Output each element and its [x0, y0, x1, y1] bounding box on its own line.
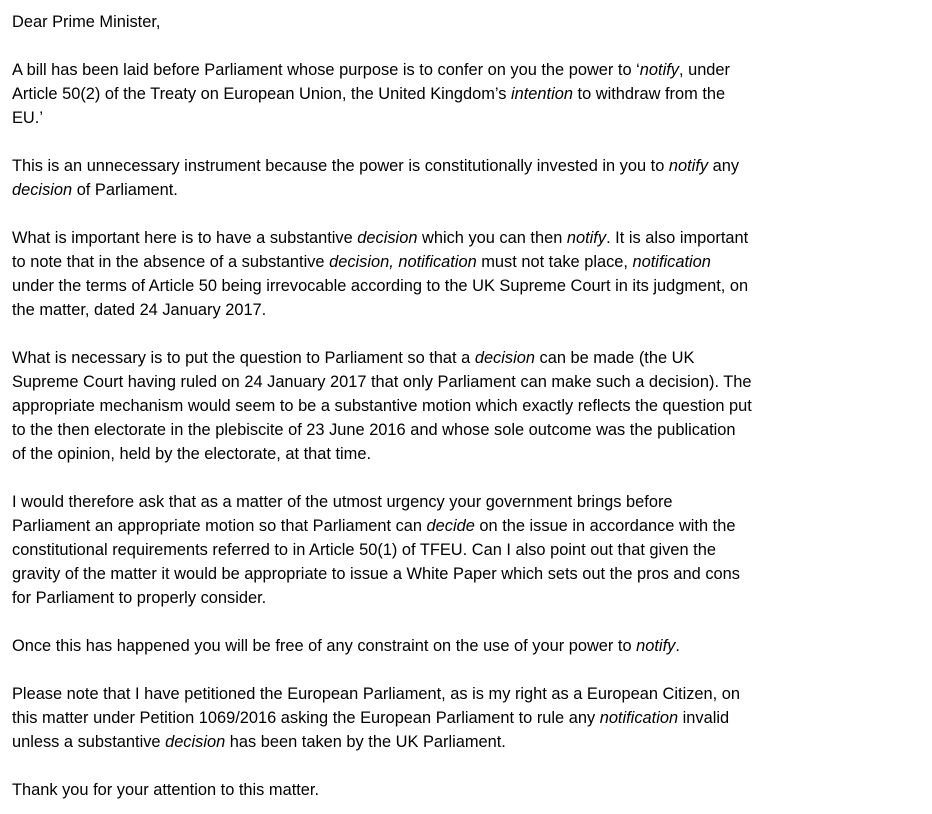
text-run: must not take place, — [476, 253, 633, 271]
text-run: This is an unnecessary instrument because the power is constitutionally invested in you to — [12, 157, 669, 175]
text-run: What is important here is to have a substantive — [12, 229, 358, 247]
text-line — [12, 778, 920, 802]
italic-text-run: notify — [636, 637, 676, 655]
text-run: appropriate mechanism would seem to be a substantive motion which exactly reflects the question put — [12, 397, 752, 415]
text-run: which you can then — [417, 229, 567, 247]
text-line — [12, 586, 920, 610]
italic-text-run: decision — [165, 733, 226, 751]
text-run: for Parliament to properly consider. — [12, 589, 267, 607]
text-run: can be made (the UK — [534, 349, 695, 367]
text-run: unless a substantive — [12, 733, 166, 751]
italic-text-run: notify — [566, 229, 607, 247]
text-line — [12, 154, 920, 178]
text-line — [12, 418, 920, 442]
text-line — [12, 274, 920, 298]
text-run: gravity of the matter it would be appropriate to issue a White Paper which sets out the pros and cons — [12, 565, 740, 583]
text-run: of Parliament. — [72, 181, 178, 199]
text-line — [12, 730, 920, 754]
text-line — [12, 370, 920, 394]
text-line — [12, 106, 920, 130]
italic-text-run: decision — [12, 181, 73, 199]
italic-text-run: notify — [668, 157, 709, 175]
text-run: on the issue in accordance with the — [474, 517, 736, 535]
text-line — [12, 562, 920, 586]
text-run: . — [675, 637, 680, 655]
italic-text-run: notification — [599, 709, 679, 727]
letter-paragraph — [12, 634, 920, 658]
text-line — [12, 634, 920, 658]
letter-paragraph — [12, 778, 920, 802]
text-run: I would therefore ask that as a matter of the utmost urgency your government brings before — [12, 493, 673, 511]
text-run: Supreme Court having ruled on 24 January 2017 that only Parliament can make such a decision). The — [12, 373, 752, 391]
text-line — [12, 82, 920, 106]
text-line — [12, 514, 920, 538]
text-run: has been taken by the UK Parliament. — [225, 733, 506, 751]
text-run: of the opinion, held by the electorate, at that time. — [12, 445, 372, 463]
text-run: to withdraw from the — [572, 85, 726, 103]
letter-paragraph — [12, 226, 920, 322]
text-line — [12, 706, 920, 730]
italic-text-run: decision, notification — [329, 253, 477, 271]
text-line — [12, 226, 920, 250]
letter-paragraph — [12, 154, 920, 202]
text-run: under the terms of Article 50 being irrevocable according to the UK Supreme Court in its judgment, on — [12, 277, 749, 295]
italic-text-run: decide — [426, 517, 475, 535]
italic-text-run: intention — [511, 85, 573, 103]
text-line — [12, 442, 920, 466]
text-line — [12, 298, 920, 322]
letter-paragraphs — [12, 58, 920, 802]
text-line — [12, 538, 920, 562]
text-run: to note that in the absence of a substantive — [12, 253, 330, 271]
text-run: EU.’ — [12, 109, 43, 127]
letter-paragraph — [12, 58, 920, 130]
italic-text-run: decision — [474, 349, 535, 367]
text-run: Thank you for your attention to this matter. — [12, 781, 320, 799]
text-line — [12, 490, 920, 514]
italic-text-run: notification — [632, 253, 711, 271]
text-run: A bill has been laid before Parliament whose purpose is to confer on you the power to ‘ — [12, 61, 640, 79]
text-run: Once this has happened you will be free of any constraint on the use of your power to — [12, 637, 637, 655]
italic-text-run: decision — [357, 229, 418, 247]
text-run: What is necessary is to put the question to Parliament so that a — [12, 349, 475, 367]
text-run: to the then electorate in the plebiscite of 23 June 2016 and whose sole outcome was the publication — [12, 421, 736, 439]
salutation: Dear Prime Minister, — [12, 13, 161, 31]
letter-paragraph — [12, 346, 920, 466]
text-run: . It is also important — [606, 229, 749, 247]
text-line — [12, 394, 920, 418]
text-line — [12, 250, 920, 274]
text-run: the matter, dated 24 January 2017. — [12, 301, 267, 319]
letter-paragraph — [12, 682, 920, 754]
text-run: , under — [678, 61, 730, 79]
text-run: any — [708, 157, 740, 175]
letter-paragraph — [12, 490, 920, 610]
text-line — [12, 682, 920, 706]
text-line — [12, 58, 920, 82]
text-run: Please note that I have petitioned the European Parliament, as is my right as a European Citizen, on — [12, 685, 740, 703]
text-line — [12, 346, 920, 370]
text-run: constitutional requirements referred to in Article 50(1) of TFEU. Can I also point out that given the — [12, 541, 716, 559]
text-run: Parliament an appropriate motion so that Parliament can — [12, 517, 427, 535]
text-run: invalid — [678, 709, 730, 727]
text-line — [12, 178, 920, 202]
italic-text-run: notify — [639, 61, 679, 79]
text-run: Article 50(2) of the Treaty on European Union, the United Kingdom’s — [12, 85, 511, 103]
text-run: this matter under Petition 1069/2016 asking the European Parliament to rule any — [12, 709, 600, 727]
